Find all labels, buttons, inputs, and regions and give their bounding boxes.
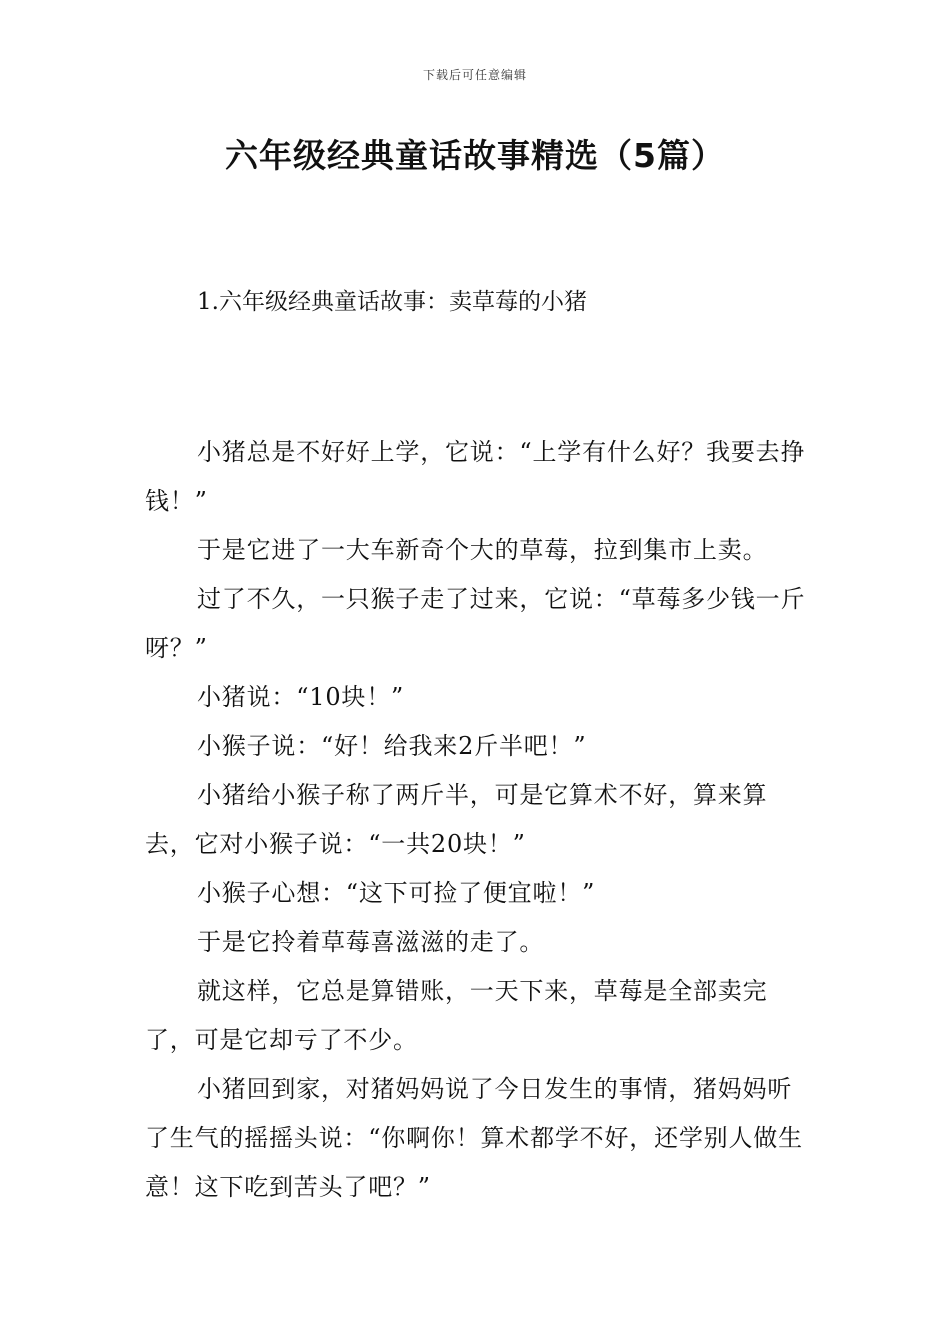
paragraph: 小猪给小猴子称了两斤半，可是它算术不好，算来算去，它对小猴子说：“一共20块！”	[145, 781, 768, 858]
paragraph: 于是它拎着草莓喜滋滋的走了。	[197, 928, 545, 956]
paragraph: 于是它进了一大车新奇个大的草莓，拉到集市上卖。	[197, 536, 768, 564]
paragraph: 小猪总是不好好上学，它说：“上学有什么好？我要去挣钱！”	[145, 438, 806, 515]
document-title: 六年级经典童话故事精选（5篇）	[225, 136, 725, 175]
paragraph: 小猴子说：“好！给我来2斤半吧！”	[197, 732, 587, 760]
section-heading: 1.六年级经典童话故事：卖草莓的小猪	[197, 289, 587, 315]
paragraph: 小猪回到家，对猪妈妈说了今日发生的事情，猪妈妈听了生气的摇摇头说：“你啊你！算术都学不好，还学别人做生意！这下吃到苦头了吧？”	[145, 1075, 803, 1201]
paragraph: 小猪说：“10块！”	[197, 683, 405, 711]
paragraph: 过了不久，一只猴子走了过来，它说：“草莓多少钱一斤呀？”	[145, 585, 806, 662]
story-body	[145, 428, 807, 1212]
paragraph: 小猴子心想：“这下可捡了便宜啦！”	[197, 879, 596, 907]
header-note: 下载后可任意编辑	[422, 68, 527, 82]
paragraph: 就这样，它总是算错账，一天下来，草莓是全部卖完了，可是它却亏了不少。	[145, 977, 768, 1054]
